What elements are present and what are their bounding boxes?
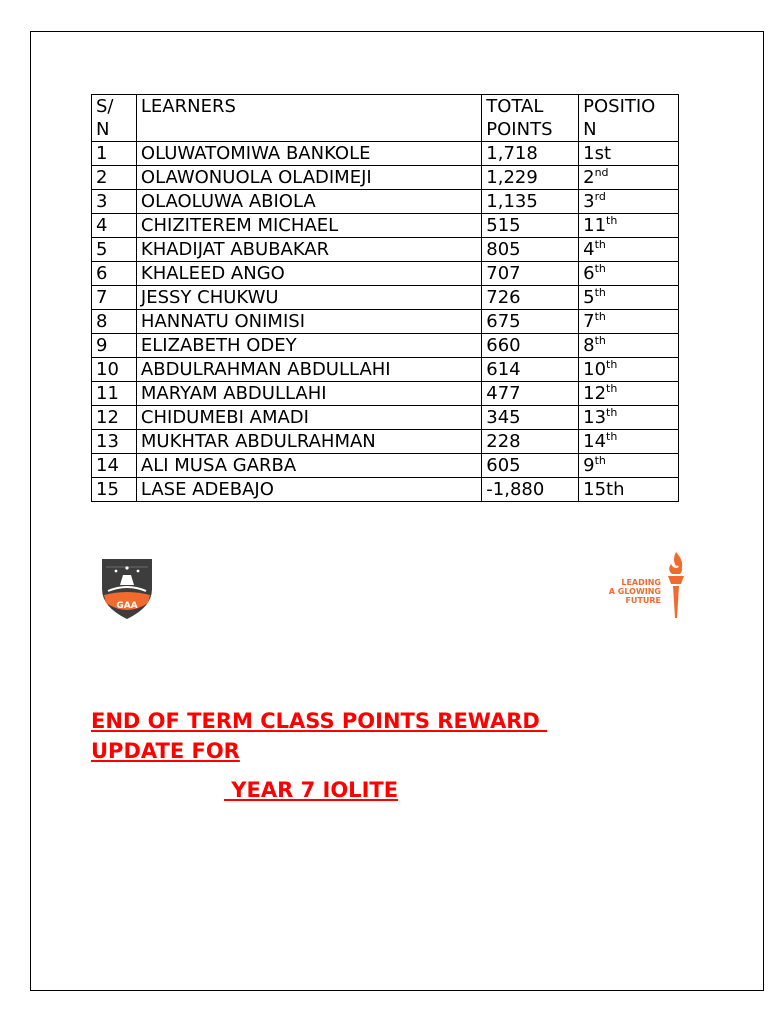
cell-position (579, 430, 679, 454)
position-suffix: th (594, 310, 606, 323)
cell-learner-name: KHALEED ANGO (136, 262, 481, 286)
table-row (92, 406, 679, 430)
position-suffix: th (594, 262, 606, 275)
cell-learner-name: OLAWONUOLA OLADIMEJI (136, 166, 481, 190)
position-suffix: th (606, 406, 618, 419)
cell-position (579, 478, 679, 502)
cell-sn: 10 (92, 358, 137, 382)
cell-sn: 12 (92, 406, 137, 430)
cell-sn: 5 (92, 238, 137, 262)
gaa-logo-text: GAA (116, 601, 138, 611)
cell-learner-name: KHADIJAT ABUBAKAR (136, 238, 481, 262)
cell-position (579, 286, 679, 310)
cell-total-points: -1,880 (482, 478, 579, 502)
position-suffix: th (594, 454, 606, 467)
header-learners: LEARNERS (136, 95, 481, 142)
cell-total-points: 614 (482, 358, 579, 382)
motto-line-3: FUTURE (625, 596, 661, 605)
position-suffix: th (606, 479, 625, 500)
cell-total-points: 477 (482, 382, 579, 406)
position-number: 9 (583, 455, 595, 476)
cell-position (579, 166, 679, 190)
cell-learner-name: OLUWATOMIWA BANKOLE (136, 142, 481, 166)
cell-learner-name: MARYAM ABDULLAHI (136, 382, 481, 406)
motto-text (597, 578, 661, 605)
cell-total-points: 660 (482, 334, 579, 358)
title-line-2: UPDATE FOR (91, 739, 240, 763)
cell-position (579, 382, 679, 406)
header-position: POSITIO N (579, 95, 679, 142)
position-number: 3 (583, 191, 595, 212)
cell-total-points: 228 (482, 430, 579, 454)
position-number: 14 (583, 431, 607, 452)
position-number: 15 (583, 479, 607, 500)
cell-learner-name: ALI MUSA GARBA (136, 454, 481, 478)
position-number: 1 (583, 143, 595, 164)
cell-learner-name: MUKHTAR ABDULRAHMAN (136, 430, 481, 454)
cell-position (579, 334, 679, 358)
cell-position (579, 406, 679, 430)
motto-line-1: LEADING (621, 578, 661, 587)
position-suffix: th (606, 382, 618, 395)
table-row (92, 478, 679, 502)
cell-sn: 9 (92, 334, 137, 358)
table-row (92, 166, 679, 190)
cell-sn: 6 (92, 262, 137, 286)
table-header-row (92, 95, 679, 142)
cell-position (579, 214, 679, 238)
table-row (92, 430, 679, 454)
position-suffix: nd (594, 166, 609, 179)
position-suffix: th (594, 238, 606, 251)
cell-learner-name: JESSY CHUKWU (136, 286, 481, 310)
position-suffix: th (594, 286, 606, 299)
position-suffix: rd (594, 190, 606, 203)
cell-total-points: 345 (482, 406, 579, 430)
cell-learner-name: LASE ADEBAJO (136, 478, 481, 502)
motto-line-2: A GLOWING (608, 587, 661, 596)
cell-sn: 15 (92, 478, 137, 502)
position-number: 10 (583, 359, 607, 380)
cell-total-points: 605 (482, 454, 579, 478)
position-suffix: th (606, 358, 618, 371)
gaa-shield-icon (98, 555, 156, 621)
position-number: 4 (583, 239, 595, 260)
position-suffix: th (606, 430, 618, 443)
school-motto-logo (597, 550, 689, 620)
cell-sn: 8 (92, 310, 137, 334)
cell-total-points: 1,229 (482, 166, 579, 190)
cell-learner-name: HANNATU ONIMISI (136, 310, 481, 334)
cell-position (579, 310, 679, 334)
torch-icon (663, 550, 689, 620)
cell-position (579, 358, 679, 382)
cell-learner-name: CHIDUMEBI AMADI (136, 406, 481, 430)
cell-position (579, 190, 679, 214)
cell-position (579, 262, 679, 286)
cell-total-points: 1,718 (482, 142, 579, 166)
cell-position (579, 142, 679, 166)
cell-position (579, 238, 679, 262)
cell-learner-name: ABDULRAHMAN ABDULLAHI (136, 358, 481, 382)
table-row (92, 310, 679, 334)
table-row (92, 382, 679, 406)
position-number: 13 (583, 407, 607, 428)
cell-position (579, 454, 679, 478)
cell-sn: 2 (92, 166, 137, 190)
table-row (92, 334, 679, 358)
position-number: 8 (583, 335, 595, 356)
position-number: 2 (583, 167, 595, 188)
cell-learner-name: OLAOLUWA ABIOLA (136, 190, 481, 214)
title-line-1: END OF TERM CLASS POINTS REWARD (91, 709, 548, 733)
table-row (92, 286, 679, 310)
position-number: 11 (583, 215, 607, 236)
cell-sn: 1 (92, 142, 137, 166)
table-row (92, 190, 679, 214)
cell-sn: 7 (92, 286, 137, 310)
title-class-name: YEAR 7 IOLITE (224, 778, 399, 802)
cell-sn: 4 (92, 214, 137, 238)
table-row (92, 214, 679, 238)
position-number: 12 (583, 383, 607, 404)
table-row (92, 142, 679, 166)
cell-total-points: 707 (482, 262, 579, 286)
position-suffix: st (594, 143, 612, 164)
header-total-points: TOTAL POINTS (482, 95, 579, 142)
cell-sn: 11 (92, 382, 137, 406)
table-row (92, 262, 679, 286)
cell-learner-name: ELIZABETH ODEY (136, 334, 481, 358)
cell-sn: 3 (92, 190, 137, 214)
class-points-table (91, 94, 679, 502)
position-suffix: th (606, 214, 618, 227)
document-page (30, 31, 764, 991)
cell-total-points: 675 (482, 310, 579, 334)
table-row (92, 454, 679, 478)
cell-total-points: 805 (482, 238, 579, 262)
cell-learner-name: CHIZITEREM MICHAEL (136, 214, 481, 238)
table-row (92, 238, 679, 262)
position-number: 5 (583, 287, 595, 308)
table-body (92, 142, 679, 502)
position-suffix: th (594, 334, 606, 347)
cell-sn: 14 (92, 454, 137, 478)
header-sn: S/ N (92, 95, 137, 142)
cell-total-points: 1,135 (482, 190, 579, 214)
position-number: 7 (583, 311, 595, 332)
cell-total-points: 515 (482, 214, 579, 238)
cell-total-points: 726 (482, 286, 579, 310)
position-number: 6 (583, 263, 595, 284)
cell-sn: 13 (92, 430, 137, 454)
table-row (92, 358, 679, 382)
